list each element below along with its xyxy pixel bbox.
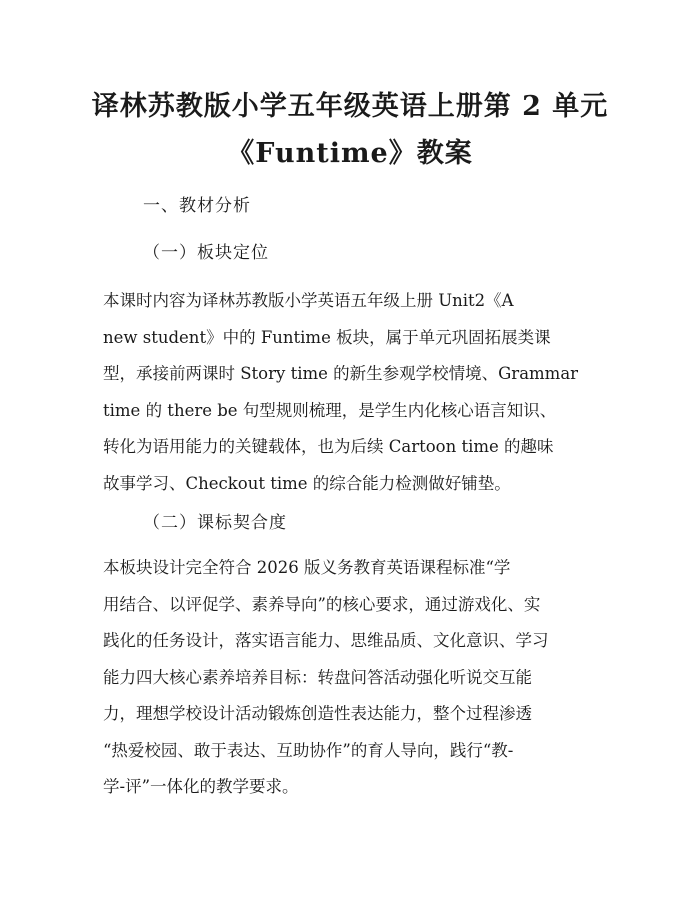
paragraph-line: 践化的任务设计，落实语言能力、思维品质、文化意识、学习 bbox=[103, 631, 549, 650]
paragraph-line: 能力四大核心素养培养目标：转盘问答活动强化听说交互能 bbox=[103, 667, 532, 687]
paragraph-line: 本课时内容为译林苏教版小学英语五年级上册 Unit2《A bbox=[103, 291, 514, 310]
paragraph-line: 用结合、以评促学、素养导向”的核心要求，通过游戏化、实 bbox=[103, 594, 541, 614]
paragraph-line: “热爱校园、敢于表达、互助协作”的育人导向，践行“教- bbox=[103, 740, 514, 760]
paragraph-curriculum-fit bbox=[103, 550, 623, 806]
paragraph-line: 本板块设计完全符合 2026 版义务教育英语课程标准“学 bbox=[103, 558, 511, 577]
paragraph-line: 型，承接前两课时 Story time 的新生参观学校情境、Grammar bbox=[103, 364, 579, 383]
section-heading-textbook-analysis: 一、教材分析 bbox=[143, 196, 251, 216]
document-title-line-2: 《Funtime》教案 bbox=[227, 138, 473, 169]
paragraph-positioning bbox=[103, 283, 623, 502]
paragraph-line: 学-评”一体化的教学要求。 bbox=[103, 777, 299, 796]
paragraph-line: 转化为语用能力的关键载体，也为后续 Cartoon time 的趣味 bbox=[103, 437, 554, 456]
subsection-heading-curriculum-fit: （二）课标契合度 bbox=[143, 513, 287, 533]
paragraph-line: 力，理想学校设计活动锻炼创造性表达能力，整个过程渗透 bbox=[103, 704, 532, 723]
paragraph-line: time 的 there be 句型规则梳理，是学生内化核心语言知识、 bbox=[103, 400, 557, 420]
document-title-line-1: 译林苏教版小学五年级英语上册第 2 单元 bbox=[91, 91, 609, 122]
subsection-heading-positioning: （一）板块定位 bbox=[143, 243, 269, 263]
paragraph-line: new student》中的 Funtime 板块，属于单元巩固拓展类课 bbox=[103, 327, 551, 347]
paragraph-line: 故事学习、Checkout time 的综合能力检测做好铺垫。 bbox=[103, 473, 511, 493]
